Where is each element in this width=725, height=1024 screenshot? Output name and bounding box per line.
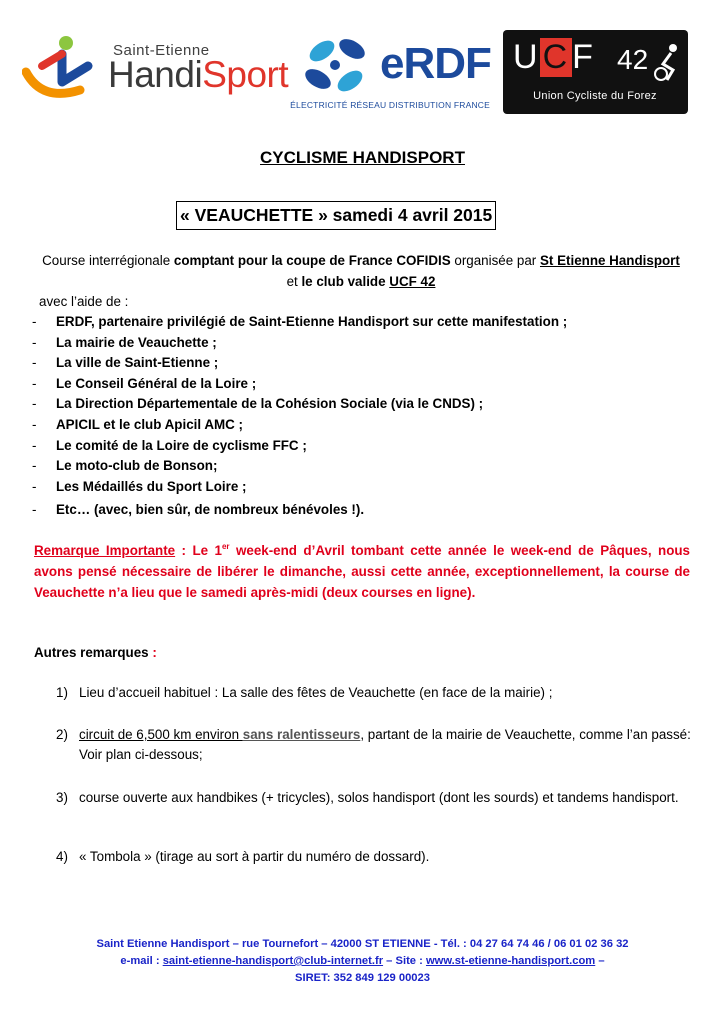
erdf-name: eRDF: [380, 39, 491, 88]
footer-contact: e-mail : saint-etienne-handisport@club-internet.fr – Site : www.st-etienne-handisport.com –: [120, 955, 605, 967]
list-item: - Les Médaillés du Sport Loire ;: [32, 477, 702, 498]
erdf-logo: [290, 33, 495, 113]
ucf-letters: UCF: [513, 38, 595, 76]
other-remarks-heading: Autres remarques :: [34, 645, 157, 660]
footer-address: Saint Etienne Handisport – rue Tournefort – 42000 ST ETIENNE - Tél. : 04 27 64 74 46 / 06 01 02 36 32: [96, 938, 629, 950]
erdf-tagline: ÉLECTRICITÉ RÉSEAU DISTRIBUTION FRANCE: [290, 100, 490, 110]
list-item: - Le Conseil Général de la Loire ;: [32, 374, 702, 395]
page-title: CYCLISME HANDISPORT: [260, 148, 465, 167]
erdf-flower-icon: [300, 33, 378, 103]
ucf42-logo: [503, 30, 688, 114]
list-item: - Etc… (avec, bien sûr, de nombreux bénévoles !).: [32, 500, 702, 521]
handisport-city: Saint-Etienne: [113, 42, 210, 59]
list-item: - La Direction Départementale de la Cohésion Sociale (via le CNDS) ;: [32, 394, 702, 415]
ucf-subtitle: Union Cycliste du Forez: [533, 90, 657, 102]
saint-etienne-handisport-logo: [22, 32, 289, 104]
intro-paragraph: Course interrégionale comptant pour la coupe de France COFIDIS organisée par St Etienne Handisport et le club valide UCF 42: [42, 253, 680, 289]
handisport-figure-icon: [22, 32, 102, 104]
footer-siret: SIRET: 352 849 129 00023: [295, 972, 430, 984]
list-item: - La mairie de Veauchette ;: [32, 333, 702, 354]
handisport-name: HandiSport: [108, 54, 289, 95]
email-link[interactable]: saint-etienne-handisport@club-internet.fr: [162, 955, 384, 967]
important-remark: Remarque Importante : Le 1er week-end d’Avril tombant cette année le week-end de Pâques, nous avons pensé nécessaire de libérer le dimanche, aussi cette année, exceptionnellement, la course de Veauchette n’a lieu que le samedi après-midi (deux courses en ligne).: [34, 542, 690, 600]
ucf-number: 42: [617, 44, 649, 75]
support-intro: avec l’aide de :: [39, 294, 129, 309]
partners-list: [32, 312, 702, 521]
cyclist-icon: [653, 42, 683, 82]
footer: [0, 936, 725, 987]
list-item: - ERDF, partenaire privilégié de Saint-Etienne Handisport sur cette manifestation ;: [32, 312, 702, 333]
remark-label: Remarque Importante: [34, 543, 176, 558]
list-item: - Le comité de la Loire de cyclisme FFC ;: [32, 436, 702, 457]
website-link[interactable]: www.st-etienne-handisport.com: [425, 955, 596, 967]
list-item: - APICIL et le club Apicil AMC ;: [32, 415, 702, 436]
list-item: - La ville de Saint-Etienne ;: [32, 353, 702, 374]
list-item: - Le moto-club de Bonson;: [32, 456, 702, 477]
event-title: « VEAUCHETTE » samedi 4 avril 2015: [176, 201, 496, 230]
